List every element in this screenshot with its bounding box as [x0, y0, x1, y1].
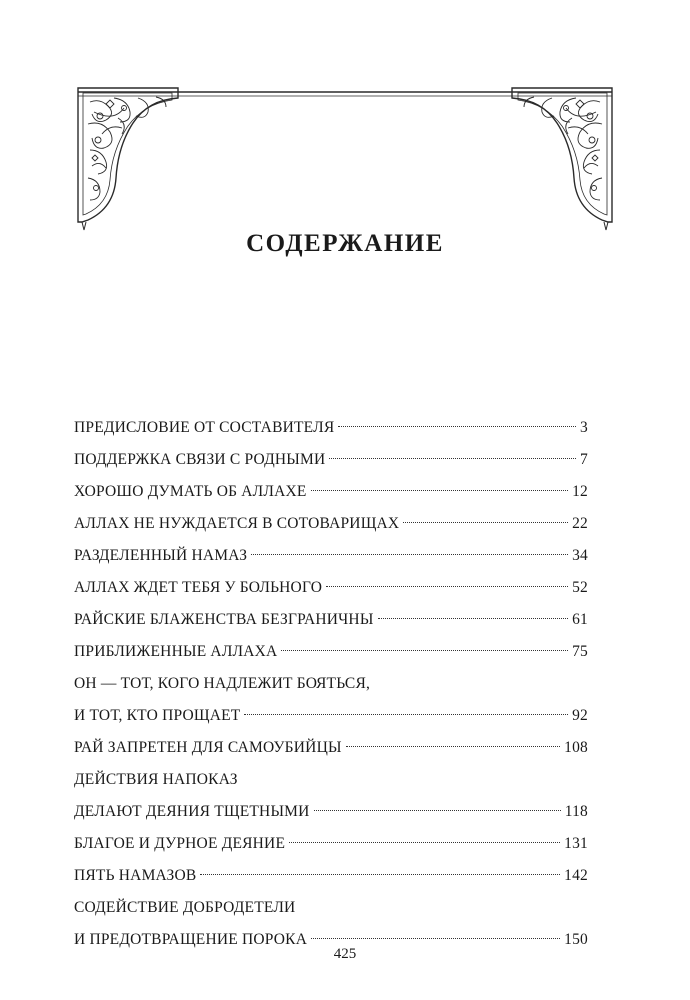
toc-line	[74, 444, 588, 476]
toc-entry-title: ХОРОШО ДУМАТЬ ОБ АЛЛАХЕ	[74, 483, 307, 500]
toc-line	[74, 796, 588, 828]
toc-line	[74, 636, 588, 668]
toc-entry-title: ПРЕДИСЛОВИЕ ОТ СОСТАВИТЕЛЯ	[74, 419, 335, 436]
dot-leader	[346, 746, 560, 747]
toc-line	[74, 700, 588, 732]
toc-entry	[74, 444, 588, 476]
toc-entry-title: РАЙСКИЕ БЛАЖЕНСТВА БЕЗГРАНИЧНЫ	[74, 611, 374, 628]
toc-entry	[74, 412, 588, 444]
toc-line	[74, 668, 588, 700]
toc-page-number: 52	[572, 579, 588, 596]
arabesque-corner-ornament	[0, 0, 690, 240]
toc-page-number: 92	[572, 707, 588, 724]
toc-entry	[74, 540, 588, 572]
page-number: 425	[333, 946, 357, 962]
toc-page-number: 7	[580, 451, 588, 468]
toc-page-number: 3	[580, 419, 588, 436]
toc-entry	[74, 732, 588, 764]
toc-entry	[74, 604, 588, 636]
dot-leader	[289, 842, 560, 843]
toc-entry-title: БЛАГОЕ И ДУРНОЕ ДЕЯНИЕ	[74, 835, 286, 852]
toc-entry	[74, 508, 588, 540]
toc-entry-title: ПЯТЬ НАМАЗОВ	[74, 867, 197, 884]
toc-line	[74, 412, 588, 444]
dot-leader	[314, 810, 561, 811]
toc-line	[74, 732, 588, 764]
table-of-contents	[74, 412, 588, 956]
toc-line	[74, 828, 588, 860]
toc-line	[74, 572, 588, 604]
toc-entry-title: ДЕЙСТВИЯ НАПОКАЗ	[74, 771, 238, 788]
toc-line	[74, 508, 588, 540]
dot-leader	[378, 618, 569, 619]
toc-entry-title: И ПРЕДОТВРАЩЕНИЕ ПОРОКА	[74, 931, 308, 948]
toc-page-number: 131	[564, 835, 588, 852]
toc-entry-title: АЛЛАХ НЕ НУЖДАЕТСЯ В СОТОВАРИЩАХ	[74, 515, 400, 532]
dot-leader	[338, 426, 576, 427]
toc-entry	[74, 636, 588, 668]
toc-entry	[74, 764, 588, 828]
toc-entry	[74, 828, 588, 860]
toc-page-number: 142	[564, 867, 588, 884]
dot-leader	[311, 938, 560, 939]
toc-entry	[74, 668, 588, 732]
toc-line	[74, 476, 588, 508]
toc-page-number: 12	[572, 483, 588, 500]
page-title: СОДЕРЖАНИЕ	[246, 230, 444, 257]
dot-leader	[200, 874, 560, 875]
toc-entry-title: ПРИБЛИЖЕННЫЕ АЛЛАХА	[74, 643, 278, 660]
dot-leader	[281, 650, 568, 651]
toc-page-number: 61	[572, 611, 588, 628]
toc-entry-title: И ТОТ, КТО ПРОЩАЕТ	[74, 707, 241, 724]
toc-entry-title: РАЙ ЗАПРЕТЕН ДЛЯ САМОУБИЙЦЫ	[74, 739, 342, 756]
dot-leader	[311, 490, 569, 491]
toc-page-number: 150	[564, 931, 588, 948]
dot-leader	[329, 458, 576, 459]
toc-page-number: 118	[564, 803, 588, 820]
toc-entry-title: ПОДДЕРЖКА СВЯЗИ С РОДНЫМИ	[74, 451, 326, 468]
dot-leader	[403, 522, 568, 523]
dot-leader	[244, 714, 568, 715]
toc-page-number: 22	[572, 515, 588, 532]
toc-page-number: 108	[564, 739, 588, 756]
dot-leader	[326, 586, 568, 587]
toc-line	[74, 604, 588, 636]
toc-entry-title: ОН — ТОТ, КОГО НАДЛЕЖИТ БОЯТЬСЯ,	[74, 675, 371, 692]
toc-entry	[74, 476, 588, 508]
toc-page-number: 75	[572, 643, 588, 660]
toc-page-number: 34	[572, 547, 588, 564]
toc-entry-title: ДЕЛАЮТ ДЕЯНИЯ ТЩЕТНЫМИ	[74, 803, 310, 820]
toc-entry	[74, 860, 588, 892]
toc-entry-title: СОДЕЙСТВИЕ ДОБРОДЕТЕЛИ	[74, 899, 296, 916]
toc-line	[74, 892, 588, 924]
toc-entry	[74, 572, 588, 604]
toc-line	[74, 764, 588, 796]
dot-leader	[251, 554, 568, 555]
toc-entry-title: АЛЛАХ ЖДЕТ ТЕБЯ У БОЛЬНОГО	[74, 579, 323, 596]
toc-line	[74, 860, 588, 892]
toc-entry-title: РАЗДЕЛЕННЫЙ НАМАЗ	[74, 547, 248, 564]
toc-line	[74, 540, 588, 572]
